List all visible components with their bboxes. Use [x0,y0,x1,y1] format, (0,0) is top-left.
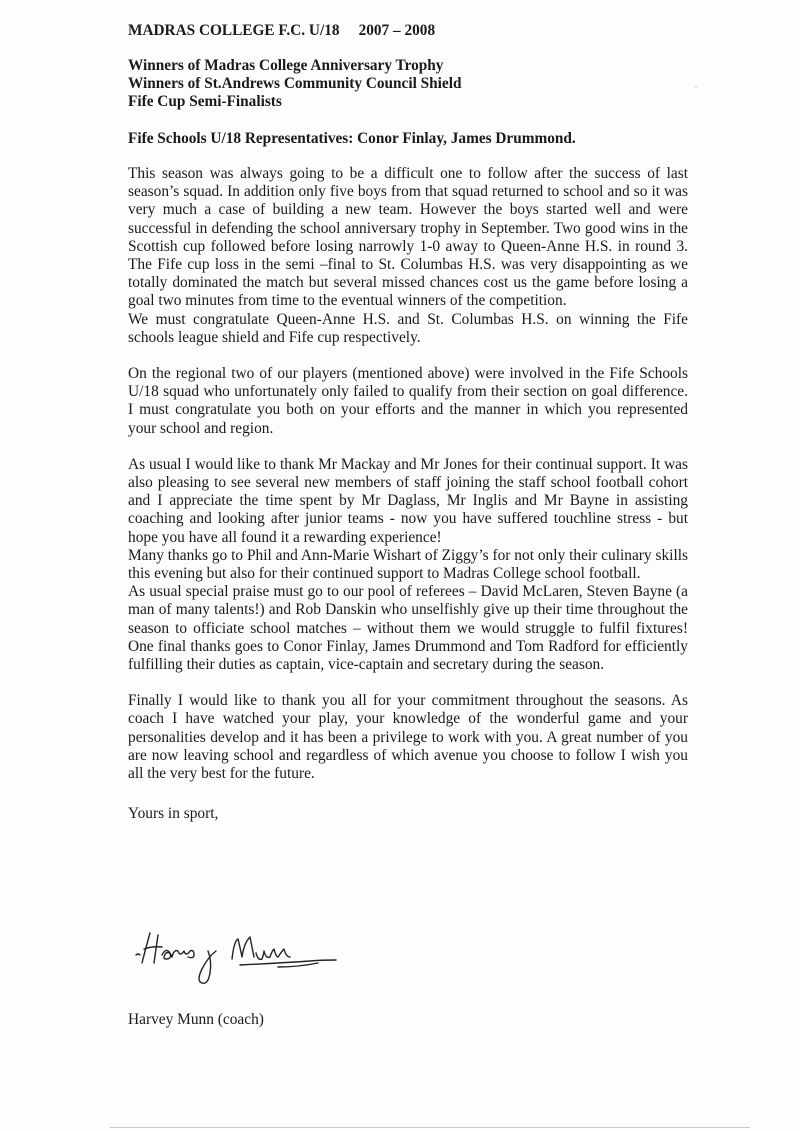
congratulations-paragraph: We must congratulate Queen-Anne H.S. and St. Columbas H.S. on winning the Fife schools league shield and Fife cup respectively. [128,310,688,346]
honour-anniversary-trophy: Winners of Madras College Anniversary Trophy [128,57,444,74]
honour-fife-cup: Fife Cup Semi-Finalists [128,93,282,110]
regional-paragraph: On the regional two of our players (mentioned above) were involved in the Fife Schools U/18 squad who unfortunately only failed to qualify from their section on goal difference. I must congratulate you both on your efforts and the manner in which you represented your school and region. [128,365,688,437]
scan-speck [695,86,697,88]
referees-thanks-paragraph: As usual special praise must go to our pool of referees – David McLaren, Steven Bayne (a man of many talents!) and Rob Danskin who unselfishly give up their time throughout the season to officiate school matches – without them we would struggle to fulfil fixtures! One final thanks goes to Conor Finlay, James Drummond and Tom Radford for efficiently fulfilling their duties as captain, vice-captain and secretary during the season. [128,583,688,674]
season-summary-paragraph: This season was always going to be a difficult one to follow after the success of last season’s squad. In addition only five boys from that squad returned to school and so it was very much a case of building a new team. However the boys started well and were successful in defending the school anniversary trophy in September. Two good wins in the Scottish cup followed before losing narrowly 1-0 away to Queen-Anne H.S. in round 3. The Fife cup loss in the semi –final to St. Columbas H.S. was very disappointing as we totally dominated the match but several missed chances cost us the game before losing a goal two minutes from time to the eventual winners of the competition. [128,165,688,310]
handwritten-signature [128,925,358,995]
letter-body [128,22,688,823]
farewell-paragraph: Finally I would like to thank you all for your commitment throughout the seasons. As coach I have watched your play, your knowledge of the wonderful game and your personalities develop and it has been a privilege to work with you. A great number of you are now leaving school and regardless of which avenue you choose to follow I wish you all the very best for the future. [128,692,688,783]
sponsor-thanks-paragraph: Many thanks go to Phil and Ann-Marie Wishart of Ziggy’s for not only their culinary skills this evening but also for their continued support to Madras College school football. [128,546,688,583]
signer-name: Harvey Munn (coach) [128,1011,264,1028]
closing-salutation: Yours in sport, [128,805,219,823]
honour-community-shield: Winners of St.Andrews Community Council Shield [128,75,462,92]
representatives-line: Fife Schools U/18 Representatives: Conor Finlay, James Drummond. [128,130,576,147]
club-title: MADRAS COLLEGE F.C. U/18 2007 – 2008 [128,22,436,39]
honours-list [128,57,688,111]
bottom-edge-rule [110,1127,750,1128]
staff-thanks-paragraph: As usual I would like to thank Mr Mackay and Mr Jones for their continual support. It was also pleasing to see several new members of staff joining the staff school football cohort and I appreciate the time spent by Mr Daglass, Mr Inglis and Mr Bayne in assisting coaching and looking after junior teams - now you have suffered touchline stress - but hope you have all found it a rewarding experience! [128,455,688,546]
